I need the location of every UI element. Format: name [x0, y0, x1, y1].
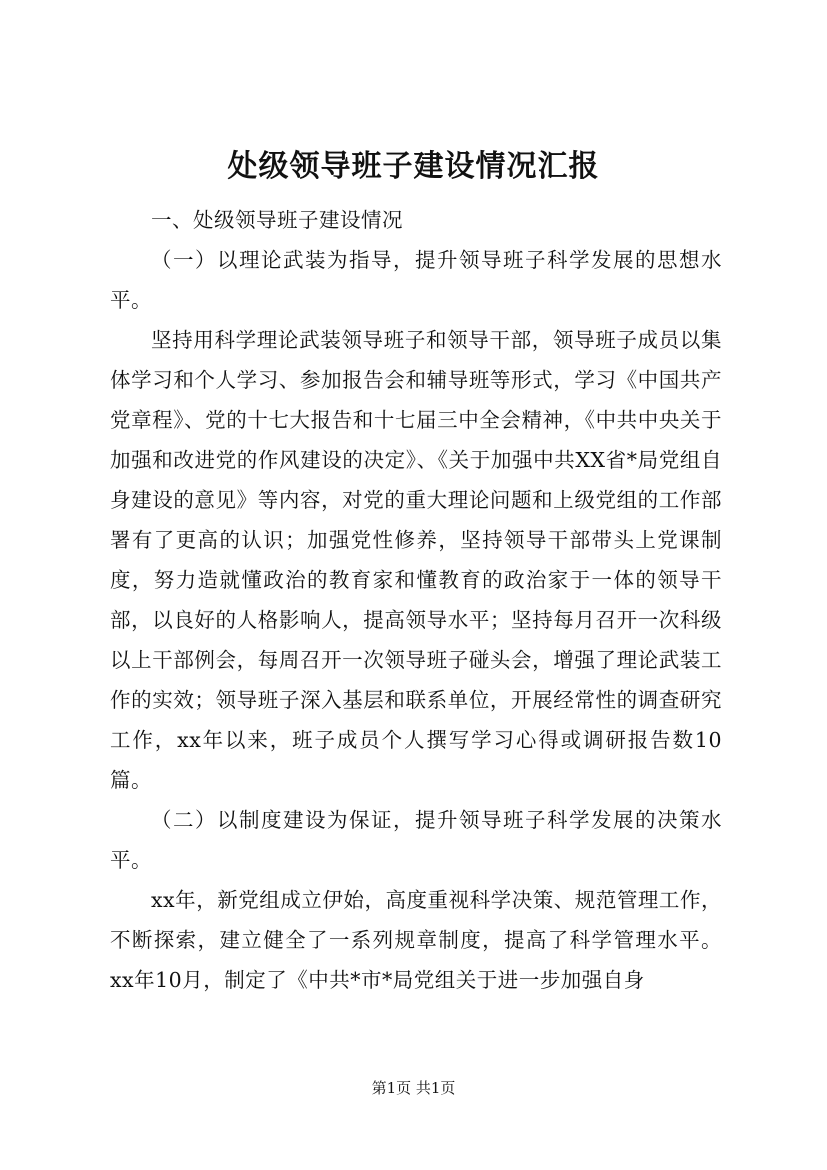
page-number-footer: 第1页 共1页	[371, 1079, 456, 1097]
subsection-heading-1: （一）以理论武装为指导，提升领导班子科学发展的思想水平。	[110, 248, 722, 312]
subsection-heading-2: （二）以制度建设为保证，提升领导班子科学发展的决策水平。	[110, 808, 722, 872]
body-paragraph-1: 坚持用科学理论武装领导班子和领导干部，领导班子成员以集体学习和个人学习、参加报告会和辅导班等形式，学习《中国共产党章程》、党的十七大报告和十七届三中全会精神，《中共中央关于加强和改进党的作风建设的决定》、《关于加强中共XX省*局党组自身建设的意见》等内容，对党的重大理论问题和上级党组的工作部署有了更高的认识；加强党性修养，坚持领导干部带头上党课制度，努力造就懂政治的教育家和懂教育的政治家于一体的领导干部，以良好的人格影响人，提高领导水平；坚持每月召开一次科级以上干部例会，每周召开一次领导班子碰头会，增强了理论武装工作的实效；领导班子深入基层和联系单位，开展经常性的调查研究工作，xx年以来，班子成员个人撰写学习心得或调研报告数10篇。	[110, 328, 722, 792]
section-heading: 一、处级领导班子建设情况	[151, 208, 403, 232]
body-paragraph-2: xx年，新党组成立伊始，高度重视科学决策、规范管理工作，不断探索，建立健全了一系列规章制度，提高了科学管理水平。xx年10月，制定了《中共*市*局党组关于进一步加强自身	[110, 888, 722, 992]
document-title: 处级领导班子建设情况汇报	[227, 149, 600, 184]
document-body	[110, 200, 722, 1000]
